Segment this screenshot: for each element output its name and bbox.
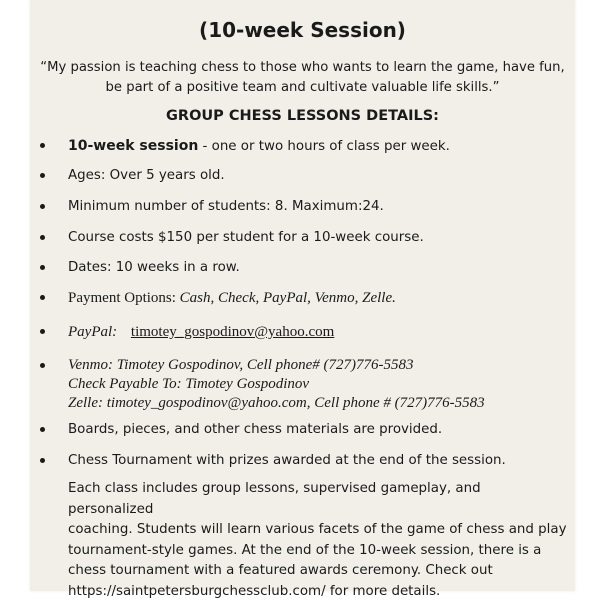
students-text: Minimum number of students: 8. Maximum:24. [68, 197, 569, 217]
bullet-icon [40, 143, 45, 148]
session-detail: - one or two hours of class per week. [198, 139, 450, 154]
ages-text: Ages: Over 5 years old. [68, 166, 569, 186]
page-title: (10-week Session) [30, 18, 575, 42]
quote-line-2: be part of a positive team and cultivate valuable life skills.” [30, 78, 575, 98]
materials-text: Boards, pieces, and other chess materials are provided. [68, 420, 569, 440]
section-heading: GROUP CHESS LESSONS DETAILS: [30, 108, 575, 124]
bullet-icon [40, 363, 45, 368]
payment-label: Payment Options: [68, 290, 180, 306]
paypal-email-link[interactable]: timotey_gospodinov@yahoo.com [131, 324, 334, 340]
venmo-text: Venmo: Timotey Gospodinov, Cell phone# (727)776-5583 [68, 356, 569, 375]
website-link[interactable]: https://saintpetersburgchessclub.com/ for more details. [68, 582, 567, 602]
cost-text: Course costs $150 per student for a 10-week course. [68, 228, 569, 248]
quote-line-1: “My passion is teaching chess to those who wants to learn the game, have fun, [30, 58, 575, 78]
paypal-label: PayPal: [68, 324, 117, 340]
description-paragraph [68, 479, 567, 602]
tournament-text: Chess Tournament with prizes awarded at the end of the session. [68, 451, 569, 471]
paragraph-line: coaching. Students will learn various facets of the game of chess and play [68, 520, 567, 541]
zelle-text: Zelle: timotey_gospodinov@yahoo.com, Cell phone # (727)776-5583 [68, 394, 569, 413]
bullet-icon [40, 173, 45, 178]
bullet-icon [40, 235, 45, 240]
check-text: Check Payable To: Timotey Gospodinov [68, 375, 569, 394]
paragraph-line: chess tournament with a featured awards ceremony. Check out [68, 561, 567, 582]
payment-options: Cash, Check, PayPal, Venmo, Zelle. [180, 290, 396, 306]
paragraph-line: tournament-style games. At the end of the 10-week session, there is a [68, 541, 567, 562]
bullet-icon [40, 458, 45, 463]
bullet-icon [40, 295, 45, 300]
bullet-icon [40, 329, 45, 334]
bullet-icon [40, 204, 45, 209]
paragraph-line: Each class includes group lessons, supervised gameplay, and personalized [68, 479, 567, 520]
bullet-icon [40, 427, 45, 432]
session-label: 10-week session [68, 138, 198, 154]
dates-text: Dates: 10 weeks in a row. [68, 258, 569, 278]
bullet-icon [40, 265, 45, 270]
flyer-paper [30, 0, 575, 591]
